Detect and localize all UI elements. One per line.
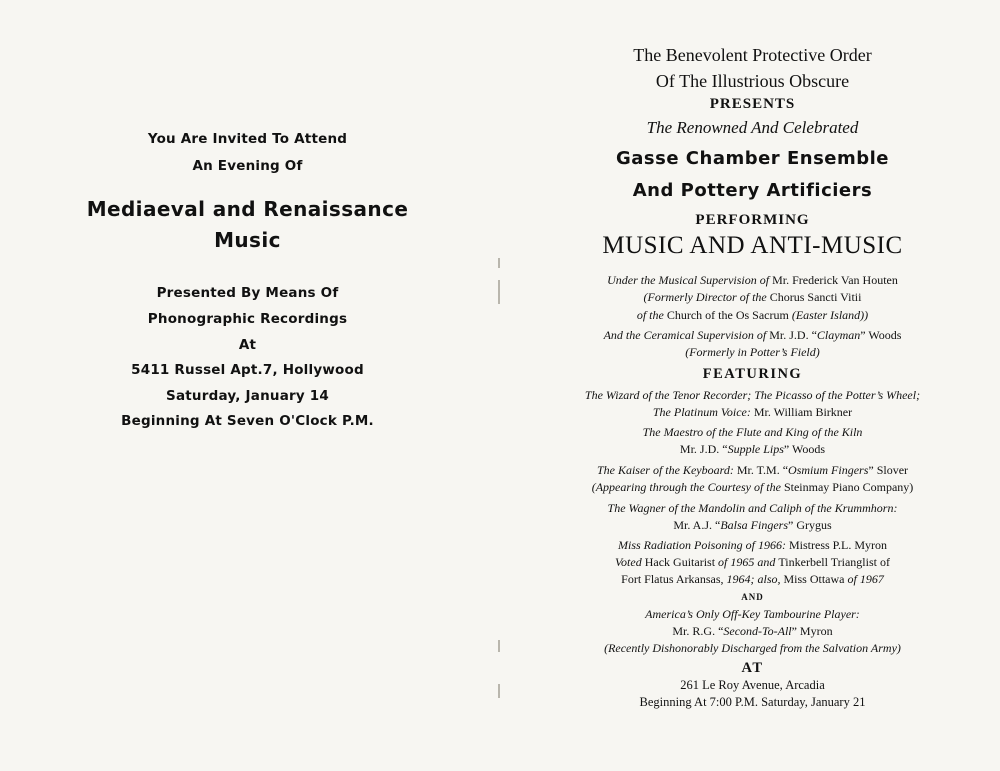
performer-line [505,641,1000,656]
text-segment: Steinmay Piano Company) [783,480,914,494]
invitation-title: Music [214,228,281,252]
text-segment: Chorus Sancti Vitii [769,290,862,304]
text-segment: (Appearing through the Courtesy of the [591,480,784,494]
text-segment: ” Woods [783,442,826,456]
text-segment: ” Slover [868,463,909,477]
text-segment: The Kaiser of the Keyboard: [596,463,737,477]
venue-address: 261 Le Roy Avenue, Arcadia [680,678,825,692]
text-segment: Miss Ottawa [783,572,848,586]
text-segment: Osmium Fingers [788,463,869,477]
text-segment: (Recently Dishonorably Discharged from the Salvation Army) [604,641,901,655]
presents-heading: PRESENTS [709,96,796,112]
text-segment: Tinkerbell Trianglist of [778,555,890,569]
text-segment: Miss Radiation Poisoning of 1966: [617,538,789,552]
org-name: Of The Illustrious Obscure [655,71,850,91]
program-title: MUSIC AND ANTI-MUSIC [602,232,903,259]
text-segment: ” Grygus [788,518,832,532]
renowned-line: The Renowned And Celebrated [646,118,859,137]
text-segment: of the [636,308,667,322]
text-segment: ” Woods [860,328,902,342]
at-heading: AT [741,660,764,676]
text-segment: Clayman [816,328,861,342]
invitation-date: Saturday, January 14 [166,388,329,404]
text-segment: Mr. Frederick Van Houten [772,273,898,287]
supervision-line [505,290,1000,305]
ensemble-name: Gasse Chamber Ensemble [615,148,890,169]
text-segment: Balsa Fingers [720,518,788,532]
performer-line [505,501,1000,516]
text-segment: ” Myron [791,624,833,638]
text-segment: Mistress P.L. Myron [788,538,887,552]
text-segment: Mr. T.M. “ [736,463,789,477]
fold-mark [498,258,500,268]
performer-line [505,388,1000,403]
performer-line [505,442,1000,457]
ensemble-name: And Pottery Artificiers [632,180,873,201]
performer-line [505,538,1000,553]
text-segment: of 1965 and [718,555,779,569]
text-segment: Supple Lips [727,442,784,456]
performer-line [505,425,1000,440]
text-segment: (Formerly Director of the [643,290,770,304]
text-segment: The Maestro of the Flute and King of the Kiln [642,425,863,439]
fold-mark [498,640,500,652]
text-segment: The Wagner of the Mandolin and Caliph of the Krummhorn: [607,501,898,515]
performer-line [505,555,1000,570]
performing-heading: PERFORMING [695,212,810,228]
text-segment: Hack Guitarist [644,555,719,569]
text-segment: Mr. William Birkner [753,405,853,419]
text-segment: The Platinum Voice: [652,405,754,419]
performer-line [505,480,1000,495]
performer-line [505,607,1000,622]
text-segment: Mr. R.G. “ [672,624,724,638]
performer-line [505,405,1000,420]
fold-mark [498,684,500,698]
invitation-line: You Are Invited To Attend [147,131,348,147]
fold-mark [498,296,500,304]
text-segment: Second-To-All [723,624,792,638]
fold-mark [498,280,500,296]
text-segment: Mr. J.D. “ [679,442,728,456]
performer-line [505,518,1000,533]
invitation-line: At [238,337,257,353]
and-divider [505,592,1000,602]
text-segment: 1964; also, [726,572,784,586]
text-segment: Under the Musical Supervision of [607,273,773,287]
text-segment: of 1967 [847,572,884,586]
featuring-heading: FEATURING [702,366,803,382]
performer-line [505,463,1000,478]
invitation-line: Phonographic Recordings [147,311,348,327]
invitation-panel [0,0,495,771]
text-segment: Church of the Os Sacrum [666,308,792,322]
text-segment: Fort Flatus Arkansas, [621,572,727,586]
invitation-address: 5411 Russel Apt.7, Hollywood [131,362,364,378]
invitation-title: Mediaeval and Renaissance [86,197,409,221]
supervision-line [505,308,1000,323]
text-segment: And the Ceramical Supervision of [603,328,770,342]
text-segment: Mr. J.D. “ [769,328,817,342]
text-segment: Voted [615,555,645,569]
text-segment: (Easter Island)) [791,308,869,322]
supervision-line [505,328,1000,343]
org-name: The Benevolent Protective Order [633,45,872,65]
supervision-line [505,345,1000,360]
invitation-time: Beginning At Seven O'Clock P.M. [121,413,374,429]
performer-line [505,572,1000,587]
text-segment: The Wizard of the Tenor Recorder; The Picasso of the Potter’s Wheel; [584,388,921,402]
text-segment: Mr. A.J. “ [673,518,721,532]
performer-line [505,624,1000,639]
text-segment: (Formerly in Potter’s Field) [685,345,820,359]
supervision-line [505,273,1000,288]
invitation-line: Presented By Means Of [156,285,339,301]
invitation-line: An Evening Of [192,158,303,174]
text-segment: AND [741,592,764,602]
event-time: Beginning At 7:00 P.M. Saturday, January 21 [639,695,866,709]
text-segment: America’s Only Off-Key Tambourine Player: [645,607,860,621]
